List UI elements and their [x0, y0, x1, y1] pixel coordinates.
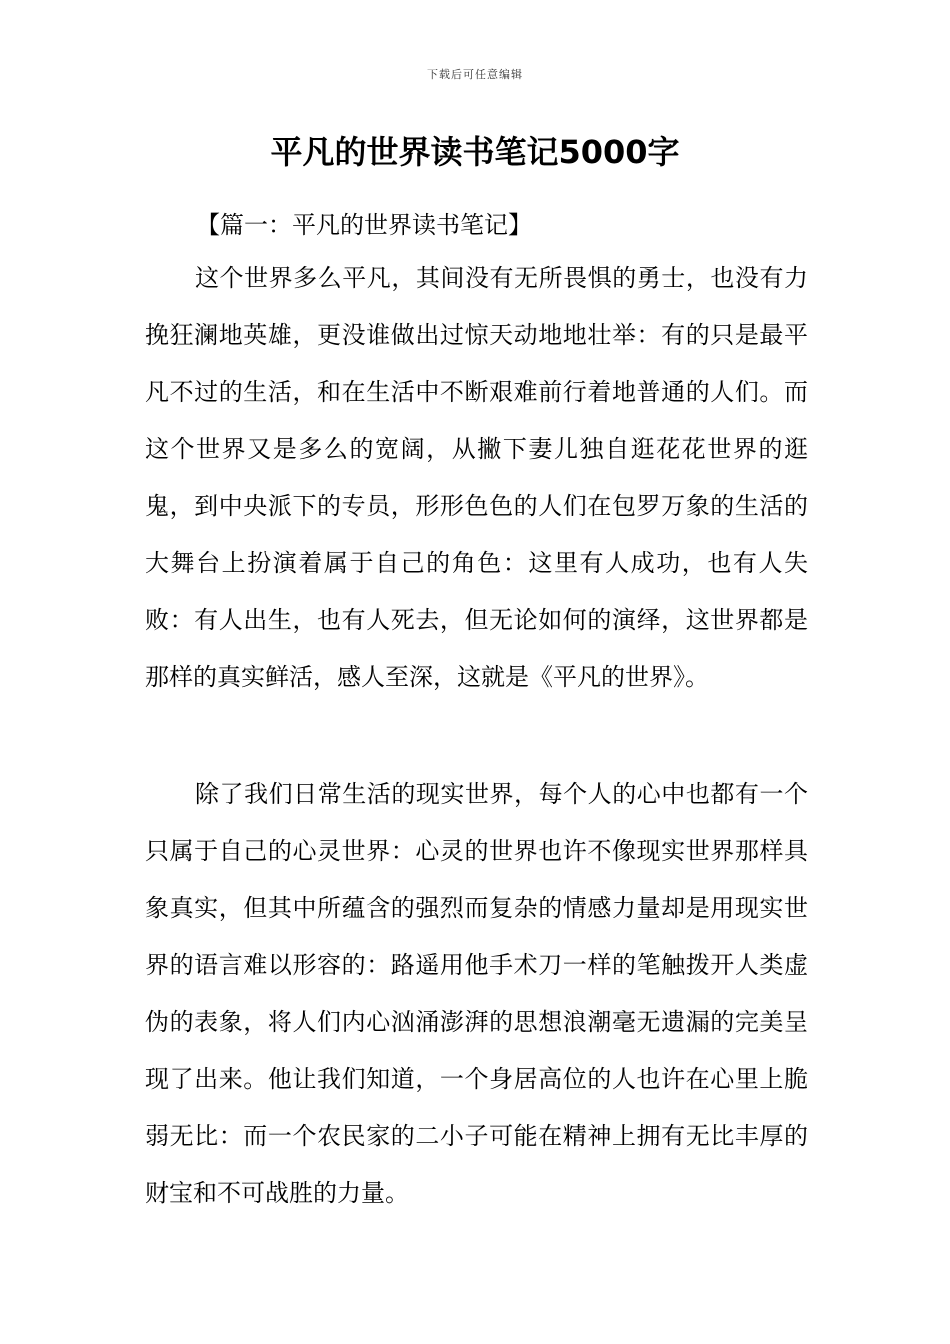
- section-heading: 【篇一：平凡的世界读书笔记】: [196, 211, 532, 239]
- body-paragraph: 这个世界多么平凡，其间没有无所畏惧的勇士，也没有力挽狂澜地英雄，更没谁做出过惊天动地地壮举：有的只是最平凡不过的生活，和在生活中不断艰难前行着地普通的人们。而这个世界又是多么的宽阔，从撇下妻儿独自逛花花世界的逛鬼，到中央派下的专员，形形色色的人们在包罗万象的生活的大舞台上扮演着属于自己的角色：这里有人成功，也有人失败：有人出生，也有人死去，但无论如何的演绎，这世界都是那样的真实鲜活，感人至深，这就是《平凡的世界》。: [145, 264, 808, 691]
- body-paragraph: 除了我们日常生活的现实世界，每个人的心中也都有一个只属于自己的心灵世界：心灵的世界也许不像现实世界那样具象真实，但其中所蕴含的强烈而复杂的情感力量却是用现实世界的语言难以形容的：路遥用他手术刀一样的笔触拨开人类虚伪的表象，将人们内心汹涌澎湃的思想浪潮毫无遗漏的完美呈现了出来。他让我们知道，一个身居高位的人也许在心里上脆弱无比：而一个农民家的二小子可能在精神上拥有无比丰厚的财宝和不可战胜的力量。: [145, 780, 808, 1207]
- header-note: 下载后可任意编辑: [427, 68, 523, 81]
- document-title: 平凡的世界读书笔记5000字: [270, 133, 680, 171]
